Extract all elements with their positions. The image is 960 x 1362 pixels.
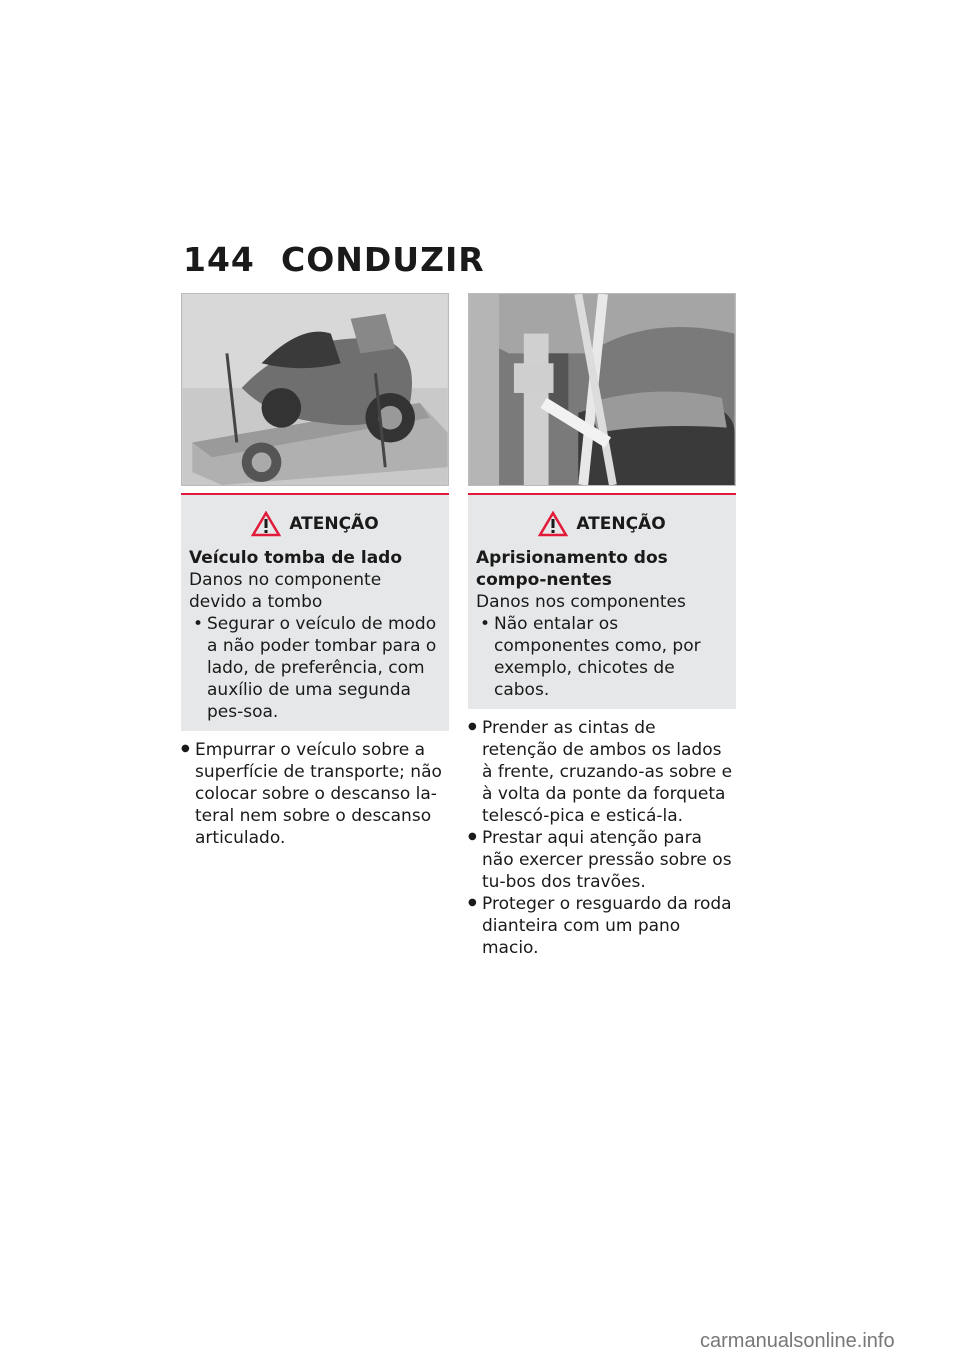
instruction-step: ● Prestar aqui atenção para não exercer pressão sobre os tu-bos dos travões.	[468, 827, 736, 893]
warning-bullet: • Segurar o veículo de modo a não poder tombar para o lado, de preferência, com auxílio de uma segunda pes-soa.	[189, 613, 441, 723]
instruction-step: ● Proteger o resguardo da roda dianteira com um pano macio.	[468, 893, 736, 959]
page-number: 144	[183, 240, 255, 279]
warning-heading	[476, 511, 728, 537]
instruction-steps	[181, 739, 449, 849]
warning-triangle-icon	[538, 511, 568, 537]
instruction-steps	[468, 717, 736, 959]
page-header	[183, 240, 485, 279]
warning-box	[468, 495, 736, 709]
warning-label: ATENÇÃO	[576, 514, 666, 534]
warning-box	[181, 495, 449, 731]
warning-heading	[189, 511, 441, 537]
warning-text: Danos nos componentes	[476, 592, 686, 612]
instruction-step: ● Prender as cintas de retenção de ambos os lados à frente, cruzando-as sobre e à volta da ponte da forqueta telescó-pica e esticá-la.	[468, 717, 736, 827]
warning-label: ATENÇÃO	[289, 514, 379, 534]
motorcycle-on-trailer-photo	[181, 293, 449, 486]
warning-subtitle: Aprisionamento dos compo-nentes	[476, 548, 668, 590]
front-fork-strap-photo	[468, 293, 736, 486]
warning-text: Danos no componente devido a tombo	[189, 570, 382, 612]
warning-bullet: • Não entalar os componentes como, por exemplo, chicotes de cabos.	[476, 613, 728, 701]
watermark: carmanualsonline.info	[700, 1330, 895, 1352]
warning-triangle-icon	[251, 511, 281, 537]
warning-subtitle: Veículo tomba de lado	[189, 548, 403, 568]
chapter-title: CONDUZIR	[281, 240, 485, 279]
left-column	[181, 293, 449, 849]
right-column	[468, 293, 736, 959]
instruction-step: ● Empurrar o veículo sobre a superfície de transporte; não colocar sobre o descanso la-teral nem sobre o descanso articulado.	[181, 739, 449, 849]
